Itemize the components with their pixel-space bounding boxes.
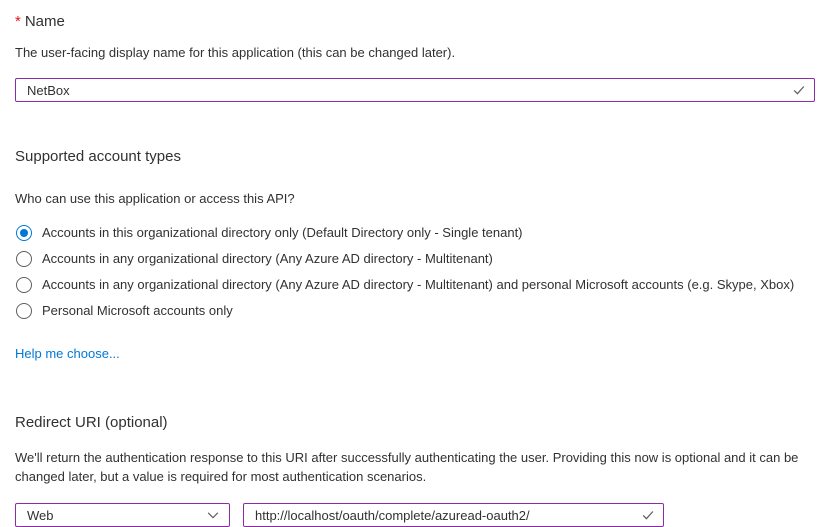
- name-input-wrap: [15, 78, 815, 102]
- name-input[interactable]: [15, 78, 815, 102]
- chevron-down-icon: [206, 508, 220, 522]
- account-type-option-label: Accounts in this organizational directory only (Default Directory only - Single tenant): [42, 225, 523, 240]
- radio-dot: [20, 255, 28, 263]
- account-type-options: [15, 220, 815, 324]
- radio-dot: [20, 307, 28, 315]
- help-me-choose-link[interactable]: Help me choose...: [15, 346, 120, 361]
- platform-select-value: Web: [27, 507, 54, 523]
- radio-dot: [20, 281, 28, 289]
- account-type-radio[interactable]: [16, 277, 32, 293]
- name-description: The user-facing display name for this application (this can be changed later).: [15, 45, 456, 60]
- account-types-title: Supported account types: [15, 148, 181, 165]
- account-type-option[interactable]: [15, 272, 815, 298]
- account-type-option-label: Accounts in any organizational directory (Any Azure AD directory - Multitenant) and personal Microsoft accounts (e.g. Skype, Xbox): [42, 277, 795, 292]
- redirect-uri-input-wrap: [243, 503, 664, 527]
- account-type-radio[interactable]: [16, 225, 32, 241]
- account-types-question: Who can use this application or access this API?: [15, 191, 295, 206]
- account-type-radio[interactable]: [16, 303, 32, 319]
- account-type-option-label: Accounts in any organizational directory (Any Azure AD directory - Multitenant): [42, 251, 493, 266]
- radio-dot: [20, 229, 28, 237]
- account-type-option-label: Personal Microsoft accounts only: [42, 303, 233, 318]
- account-type-option[interactable]: [15, 246, 815, 272]
- name-title-text: Name: [24, 13, 65, 30]
- account-type-radio[interactable]: [16, 251, 32, 267]
- account-type-option[interactable]: [15, 220, 815, 246]
- account-type-option[interactable]: [15, 298, 815, 324]
- redirect-uri-title: Redirect URI (optional): [15, 414, 168, 431]
- platform-select[interactable]: [15, 503, 230, 527]
- redirect-uri-row: [15, 503, 815, 527]
- name-section-title: [15, 12, 815, 32]
- required-asterisk: *: [15, 13, 21, 30]
- redirect-uri-description: We'll return the authentication response to this URI after successfully authenticating the user. Providing this now is optional and it can be changed later, but a value is required for most authentication scenarios.: [15, 450, 799, 484]
- redirect-uri-input[interactable]: [243, 503, 664, 527]
